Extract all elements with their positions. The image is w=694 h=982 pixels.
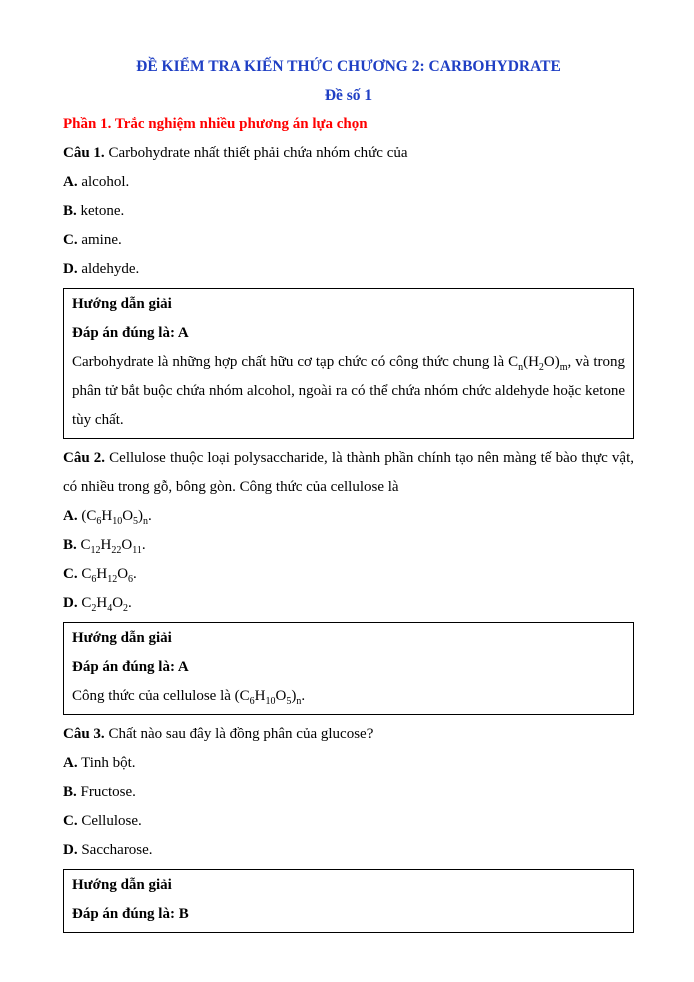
solution-heading [72,624,625,653]
question-3-text: Chất nào sau đây là đồng phân của glucose? [108,726,374,742]
option-label: C. [63,566,78,582]
option-label: C. [63,813,78,829]
question-2-option-a [63,502,634,531]
option-label: C. [63,232,78,248]
solution-heading [72,871,625,900]
question-3-option-d [63,836,634,865]
solution-answer-text: Đáp án đúng là: A [72,659,189,675]
question-1-option-c [63,226,634,255]
question-1-option-a [63,168,634,197]
solution-answer [72,319,625,348]
option-label: A. [63,508,78,524]
option-label: B. [63,784,77,800]
solution-answer-text: Đáp án đúng là: B [72,906,189,922]
solution-box-1 [63,288,634,439]
solution-box-3 [63,869,634,933]
question-2-label: Câu 2. [63,450,106,466]
option-text: $C_{12}H_{22}O_{11}$. [80,537,146,556]
option-text: aldehyde. [81,261,140,277]
solution-heading [72,290,625,319]
solution-answer-text: Đáp án đúng là: A [72,325,189,341]
option-text: Tinh bột. [81,755,136,771]
option-text: $C_2H_4O_2$. [81,595,132,614]
question-1-option-b [63,197,634,226]
document-title: ĐỀ KIỂM TRA KIẾN THỨC CHƯƠNG 2: CARBOHYDRATE [136,58,561,75]
question-2-option-c [63,560,634,589]
solution-heading-text: Hướng dẫn giải [72,877,172,893]
solution-heading-text: Hướng dẫn giải [72,296,172,312]
option-text: Cellulose. [81,813,142,829]
solution-body: Carbohydrate là những hợp chất hữu cơ tạp chức có công thức chung là $C_n(H_2O)_m$, và trong phân tử bắt buộc chứa nhóm alcohol, ngoài ra có thể chứa nhóm chức aldehyde hoặc ketone tùy chất. [72,354,625,428]
question-3-label: Câu 3. [63,726,105,742]
option-text: Saccharose. [81,842,153,858]
option-label: D. [63,261,78,277]
section-heading: Phần 1. Trắc nghiệm nhiều phương án lựa chọn [63,116,368,132]
question-1-option-d [63,255,634,284]
option-label: D. [63,595,78,611]
question-3-option-b [63,778,634,807]
question-2-option-b [63,531,634,560]
solution-answer [72,900,625,929]
option-text: Fructose. [80,784,136,800]
solution-body: Công thức của cellulose là $(C_6H_{10}O_5)_n$. [72,688,306,707]
question-2-text: Cellulose thuộc loại polysaccharide, là thành phần chính tạo nên màng tế bào thực vật, có nhiều trong gỗ, bông gòn. Công thức của cellulose là [63,450,634,495]
document-subtitle: Đề số 1 [324,87,373,104]
question-2 [63,444,634,502]
question-1-text: Carbohydrate nhất thiết phải chứa nhóm chức của [108,145,408,161]
question-3 [63,720,634,749]
question-2-option-d [63,589,634,618]
option-text: alcohol. [81,174,130,190]
question-1-label: Câu 1. [63,145,105,161]
question-1 [63,139,634,168]
option-text: ketone. [80,203,125,219]
solution-heading-text: Hướng dẫn giải [72,630,172,646]
option-label: B. [63,537,77,553]
solution-box-2 [63,622,634,715]
option-label: B. [63,203,77,219]
option-label: A. [63,174,78,190]
solution-answer [72,653,625,682]
option-text: $C_6H_{12}O_6$. [81,566,137,585]
option-label: A. [63,755,78,771]
question-3-option-a [63,749,634,778]
option-text: amine. [81,232,122,248]
question-3-option-c [63,807,634,836]
option-label: D. [63,842,78,858]
option-text: $(C_6H_{10}O_5)_n$. [81,508,152,527]
